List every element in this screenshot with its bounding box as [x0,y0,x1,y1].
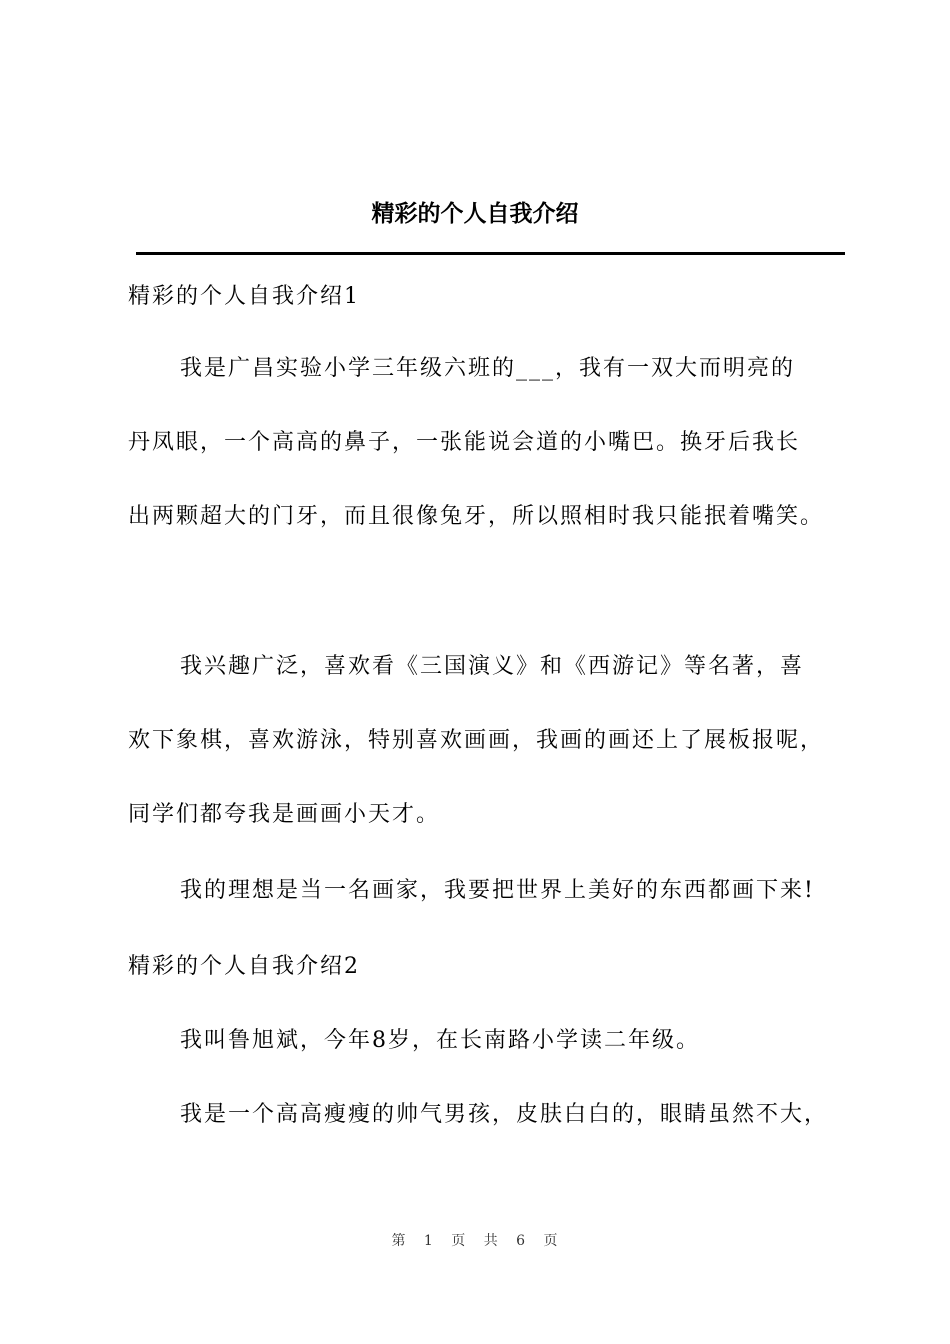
paragraph-line: 欢下象棋，喜欢游泳，特别喜欢画画，我画的画还上了展板报呢， [128,728,825,753]
paragraph-line: 我的理想是当一名画家，我要把世界上美好的东西都画下来! [180,878,815,903]
footer-label-gong: 共 [483,1233,499,1249]
paragraph-line: 丹凤眼，一个高高的鼻子，一张能说会道的小嘴巴。换牙后我长 [128,430,801,455]
paragraph-line: 我是广昌实验小学三年级六班的___，我有一双大而明亮的 [180,356,796,381]
footer-total-pages: 6 [516,1233,527,1249]
footer-page-number: 1 [423,1233,434,1249]
paragraph-line: 我是一个高高瘦瘦的帅气男孩，皮肤白白的，眼睛虽然不大， [180,1102,829,1127]
page-footer [0,1230,950,1250]
footer-label-di: 第 [391,1233,407,1249]
footer-label-ye: 页 [451,1233,467,1249]
paragraph-line: 我叫鲁旭斌，今年8岁，在长南路小学读二年级。 [180,1028,700,1053]
paragraph-line: 同学们都夸我是画画小天才。 [128,802,441,827]
paragraph-line: 出两颗超大的门牙，而且很像兔牙，所以照相时我只能抿着嘴笑。 [128,504,825,529]
section-heading-1: 精彩的个人自我介绍1 [128,284,360,309]
document-title: 精彩的个人自我介绍 [371,200,579,227]
paragraph-line: 我兴趣广泛，喜欢看《三国演义》和《西游记》等名著，喜 [180,654,805,679]
title-divider [136,252,845,255]
section-heading-2: 精彩的个人自我介绍2 [128,954,360,979]
footer-label-ye2: 页 [543,1233,559,1249]
